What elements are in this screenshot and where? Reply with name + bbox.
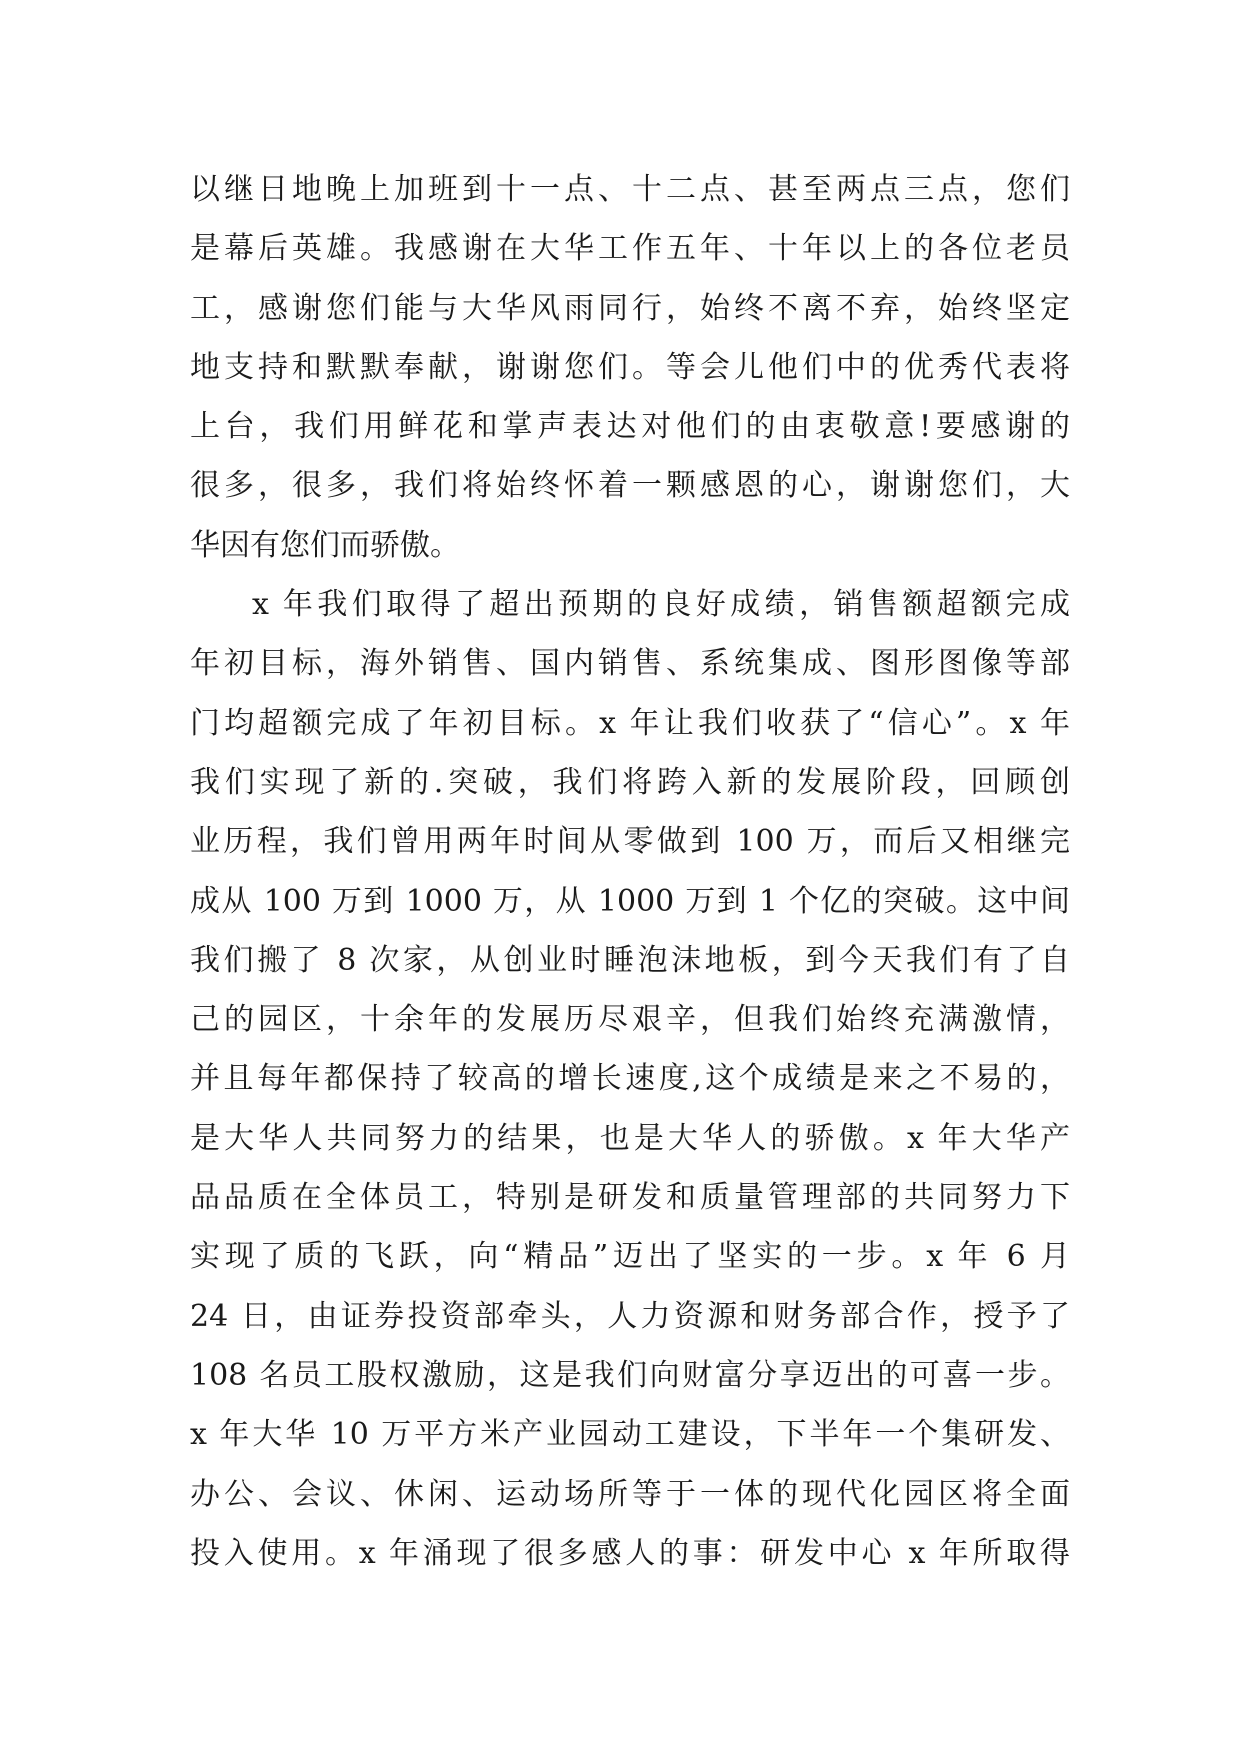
text-line: 以继日地晚上加班到十一点、十二点、甚至两点三点，您们 xyxy=(190,172,1070,207)
text-line: 成从 100 万到 1000 万，从 1000 万到 1 个亿的突破。这中间 xyxy=(190,883,1070,919)
text-line: 华因有您们而骄傲。 xyxy=(190,527,460,563)
text-line: 己的园区，十余年的发展历尽艰辛，但我们始终充满激情， xyxy=(190,1002,1070,1038)
text-line: 地支持和默默奉献，谢谢您们。等会儿他们中的优秀代表将 xyxy=(190,349,1070,385)
text-line: 工，感谢您们能与大华风雨同行，始终不离不弃，始终坚定 xyxy=(190,290,1070,326)
text-line: 实现了质的飞跃，向“精品”迈出了坚实的一步。x 年 6 月 xyxy=(190,1239,1070,1275)
text-line: 业历程，我们曾用两年时间从零做到 100 万，而后又相继完 xyxy=(190,824,1070,860)
text-line: 108 名员工股权激励，这是我们向财富分享迈出的可喜一步。 xyxy=(190,1357,1070,1393)
text-line: 很多，很多，我们将始终怀着一颗感恩的心，谢谢您们，大 xyxy=(190,468,1070,504)
paragraph xyxy=(190,160,1070,575)
text-line: 上台，我们用鲜花和掌声表达对他们的由衷敬意!要感谢的 xyxy=(190,409,1070,445)
text-line: 并且每年都保持了较高的增长速度,这个成绩是来之不易的， xyxy=(190,1061,1070,1097)
text-line: 24 日，由证券投资部牵头，人力资源和财务部合作，授予了 xyxy=(190,1298,1070,1334)
text-line: 我们搬了 8 次家，从创业时睡泡沫地板，到今天我们有了自 xyxy=(190,942,1070,978)
text-line: 办公、会议、休闲、运动场所等于一体的现代化园区将全面 xyxy=(190,1476,1070,1512)
text-line: 品品质在全体员工，特别是研发和质量管理部的共同努力下 xyxy=(190,1180,1070,1216)
text-line: 我们实现了新的.突破，我们将跨入新的发展阶段，回顾创 xyxy=(190,764,1070,800)
text-line: 是幕后英雄。我感谢在大华工作五年、十年以上的各位老员 xyxy=(190,231,1070,267)
text-line: x 年大华 10 万平方米产业园动工建设，下半年一个集研发、 xyxy=(190,1417,1070,1453)
text-line: 投入使用。x 年涌现了很多感人的事：研发中心 x 年所取得 xyxy=(190,1535,1070,1571)
paragraph xyxy=(190,575,1070,1583)
body-text xyxy=(190,160,1070,1583)
text-line: 是大华人共同努力的结果，也是大华人的骄傲。x 年大华产 xyxy=(190,1120,1070,1156)
text-line: x 年我们取得了超出预期的良好成绩，销售额超额完成 xyxy=(252,587,1070,623)
text-line: 门均超额完成了年初目标。x 年让我们收获了“信心”。x 年 xyxy=(190,705,1070,741)
text-line: 年初目标，海外销售、国内销售、系统集成、图形图像等部 xyxy=(190,646,1070,682)
